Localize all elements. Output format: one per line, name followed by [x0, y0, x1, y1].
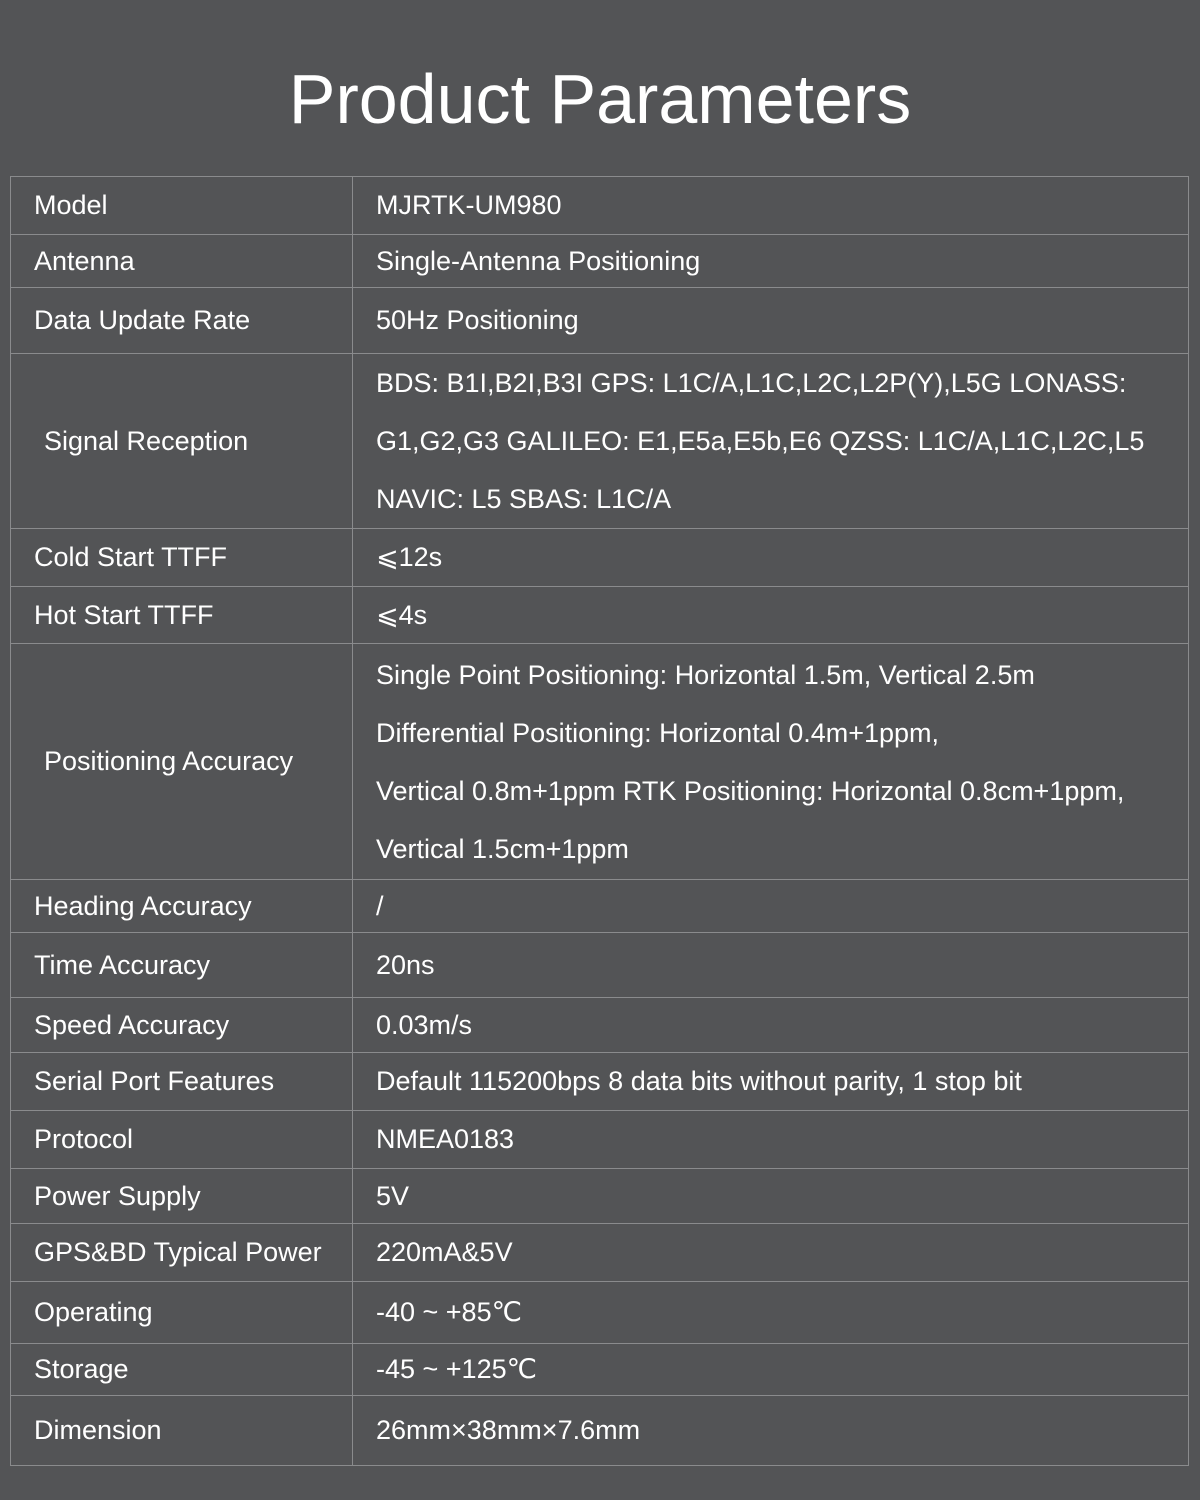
table-row: [11, 529, 1189, 587]
param-value-line: Vertical 0.8m+1ppm RTK Positioning: Horizontal 0.8cm+1ppm,: [376, 775, 1125, 806]
param-label: Heading Accuracy: [11, 880, 353, 933]
param-value-line: BDS: B1I,B2I,B3I GPS: L1C/A,L1C,L2C,L2P(Y),L5G LONASS:: [376, 368, 1127, 398]
table-row: [11, 933, 1189, 998]
param-label: Serial Port Features: [11, 1053, 353, 1111]
table-row: [11, 354, 1189, 529]
table-row: [11, 177, 1189, 235]
table-row: [11, 1344, 1189, 1396]
table-row: [11, 998, 1189, 1053]
page-title: Product Parameters: [288, 60, 912, 138]
param-value-line: 5V: [376, 1180, 410, 1211]
param-label: Time Accuracy: [11, 933, 353, 998]
param-value: [353, 1224, 1189, 1282]
param-value-line: Default 115200bps 8 data bits without parity, 1 stop bit: [376, 1066, 1022, 1096]
param-value: [353, 880, 1189, 933]
param-value-line: -45 ~ +125℃: [376, 1354, 537, 1384]
param-value: [353, 529, 1189, 587]
table-row: [11, 644, 1189, 880]
param-value-line: G1,G2,G3 GALILEO: E1,E5a,E5b,E6 QZSS: L1C/A,L1C,L2C,L5: [376, 426, 1145, 456]
param-value: [353, 1282, 1189, 1344]
param-value-line: Single Point Positioning: Horizontal 1.5m, Vertical 2.5m: [376, 659, 1035, 690]
table-row: [11, 1396, 1189, 1466]
param-value-line: NMEA0183: [376, 1124, 515, 1154]
param-value-line: MJRTK-UM980: [376, 190, 562, 220]
param-value: [353, 235, 1189, 288]
param-label: Power Supply: [11, 1169, 353, 1224]
param-value: [353, 354, 1189, 529]
table-row: [11, 288, 1189, 354]
param-label: Dimension: [11, 1396, 353, 1466]
param-value-line: 50Hz Positioning: [376, 305, 579, 335]
param-value-line: Differential Positioning: Horizontal 0.4m+1ppm,: [376, 717, 940, 748]
param-value: [353, 1396, 1189, 1466]
param-label: Speed Accuracy: [11, 998, 353, 1053]
param-value-line: ⩽12s: [376, 542, 443, 572]
table-row: [11, 880, 1189, 933]
param-value-line: Vertical 1.5cm+1ppm: [376, 833, 629, 864]
param-value-line: 26mm×38mm×7.6mm: [376, 1415, 641, 1445]
param-value-line: NAVIC: L5 SBAS: L1C/A: [376, 484, 672, 514]
param-value: [353, 288, 1189, 354]
param-value: [353, 1344, 1189, 1396]
param-label: Storage: [11, 1344, 353, 1396]
param-label: Operating: [11, 1282, 353, 1344]
param-value: [353, 1169, 1189, 1224]
param-value: [353, 644, 1189, 880]
table-row: [11, 1282, 1189, 1344]
param-value: [353, 1111, 1189, 1169]
param-label: Antenna: [11, 235, 353, 288]
param-value-line: 220mA&5V: [376, 1237, 513, 1267]
spec-table-body: [11, 177, 1189, 1466]
param-value: [353, 177, 1189, 235]
param-label: GPS&BD Typical Power: [11, 1224, 353, 1282]
param-label: Protocol: [11, 1111, 353, 1169]
param-value: [353, 1053, 1189, 1111]
param-value-line: 0.03m/s: [376, 1009, 473, 1040]
param-value: [353, 587, 1189, 644]
table-row: [11, 1111, 1189, 1169]
table-row: [11, 587, 1189, 644]
param-value-line: 20ns: [376, 949, 435, 980]
param-label: Positioning Accuracy: [11, 644, 353, 880]
table-row: [11, 1224, 1189, 1282]
spec-table: [10, 176, 1189, 1466]
param-value-line: Single-Antenna Positioning: [376, 245, 701, 276]
param-value: [353, 998, 1189, 1053]
param-value-line: -40 ~ +85℃: [376, 1297, 522, 1327]
param-value-line: /: [376, 890, 384, 921]
table-row: [11, 235, 1189, 288]
table-row: [11, 1053, 1189, 1111]
param-label: Hot Start TTFF: [11, 587, 353, 644]
param-label: Signal Reception: [11, 354, 353, 529]
param-value-line: ⩽4s: [376, 599, 428, 630]
param-value: [353, 933, 1189, 998]
param-label: Model: [11, 177, 353, 235]
param-label: Cold Start TTFF: [11, 529, 353, 587]
table-row: [11, 1169, 1189, 1224]
param-label: Data Update Rate: [11, 288, 353, 354]
